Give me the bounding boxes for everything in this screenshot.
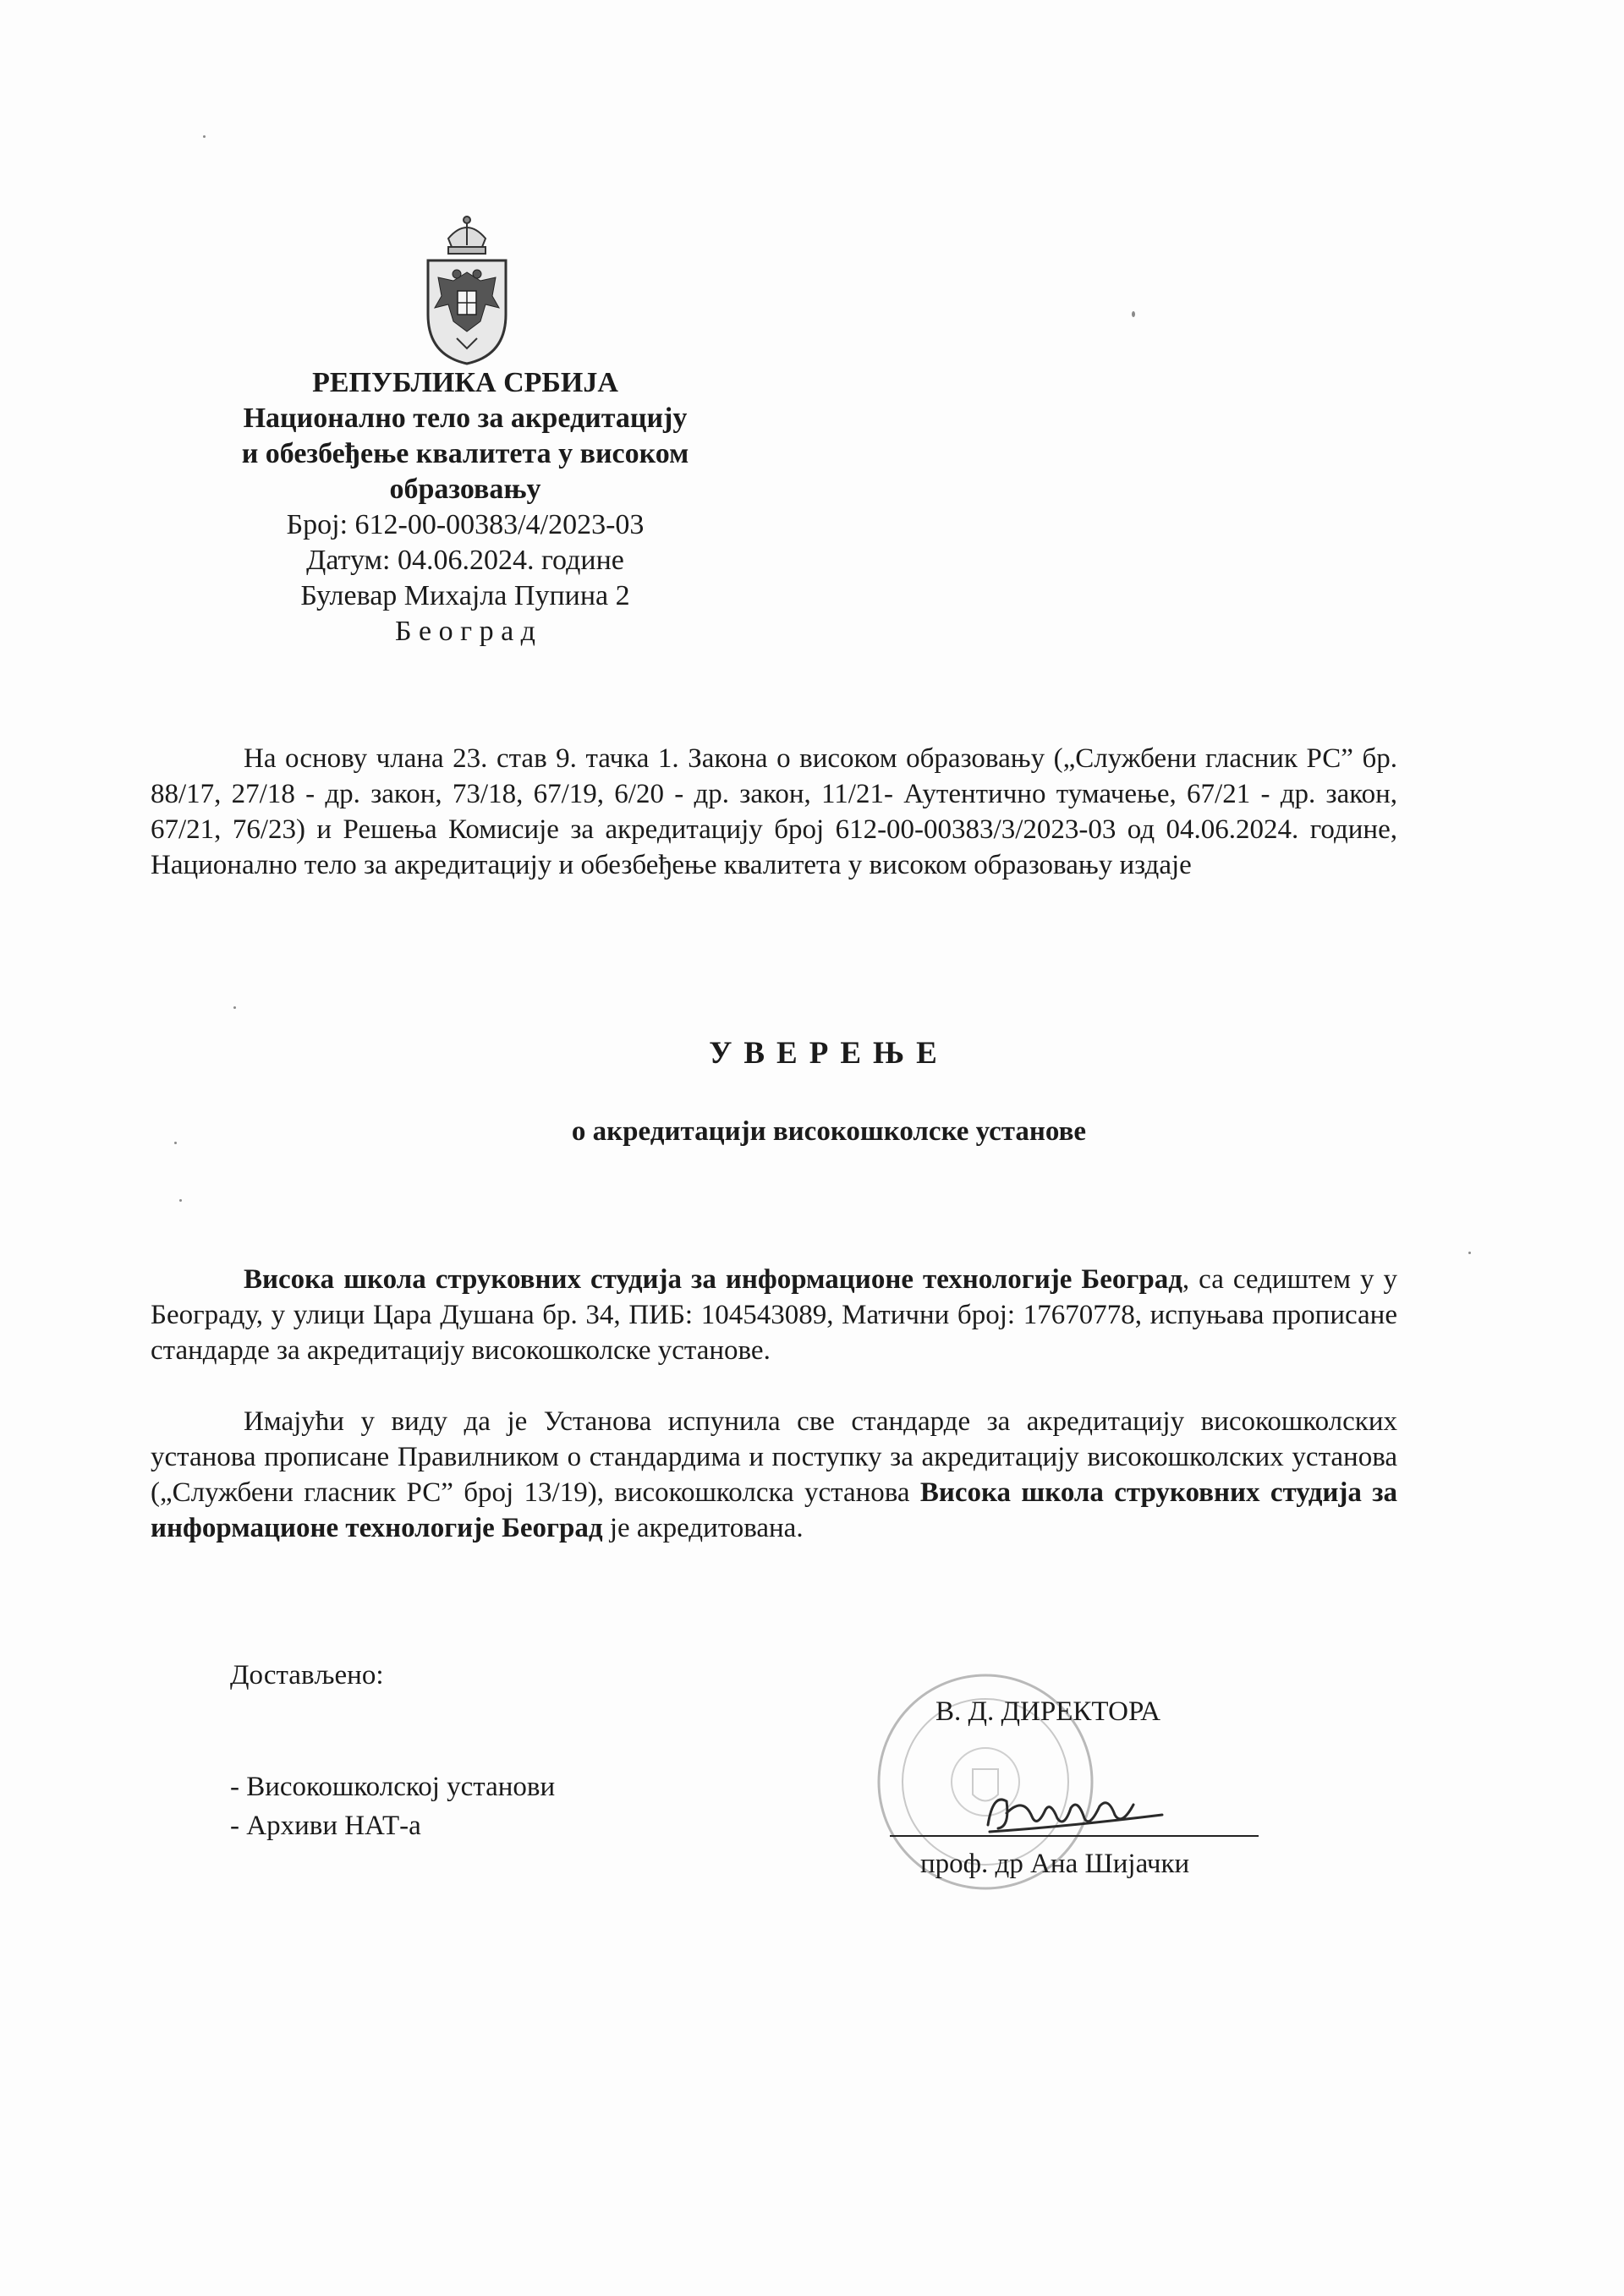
coat-of-arms-icon xyxy=(420,213,514,365)
signature-line xyxy=(890,1835,1259,1837)
document-number: Број: 612-00-00383/4/2023-03 xyxy=(286,509,645,540)
institution-line-1: Национално тело за акредитацију xyxy=(243,403,688,434)
delivered-label: Достављено: xyxy=(230,1660,384,1690)
scan-speck xyxy=(1132,311,1135,317)
address: Булевар Михајла Пупина 2 xyxy=(300,580,630,611)
intro-paragraph xyxy=(151,741,1397,883)
school-name-2: Висока школа струковних студија за информационе технологије Београд xyxy=(151,1477,1397,1543)
scan-speck xyxy=(179,1199,182,1202)
paragraph2-part2: је акредитована. xyxy=(602,1513,804,1543)
signatory-role: В. Д. ДИРЕКТОРА xyxy=(935,1696,1160,1727)
document-subtitle: о акредитацији високошколске установе xyxy=(571,1116,1087,1147)
decision-paragraph xyxy=(151,1404,1397,1546)
republic-name: РЕПУБЛИКА СРБИЈА xyxy=(312,367,618,398)
paragraph1-rest: , са седиштем у у Београду, у улици Цара Душана бр. 34, ПИБ: 104543089, Матични број: 17670778, испуњава прописане стандарде за акредитацију високошколске установе. xyxy=(151,1264,1397,1366)
document-title: УВЕРЕЊЕ xyxy=(709,1036,949,1071)
institution-line-3: образовању xyxy=(389,474,541,505)
recipient-item: - Архиви НАТ-а xyxy=(230,1811,421,1841)
signatory-name: проф. др Ана Шијачки xyxy=(920,1849,1190,1879)
city: Б е о г р а д xyxy=(395,616,535,647)
handwritten-signature xyxy=(973,1776,1167,1844)
paragraph2-part1: Имајући у виду да је Установа испунила све стандарде за акредитацију високошколских установа прописане Правилником о стандардима и поступку за акредитацију високошколских установа („Службени гласник РС” број 13/19), високошколска установа xyxy=(151,1406,1397,1508)
document-date: Датум: 04.06.2024. године xyxy=(306,545,624,576)
scan-speck xyxy=(233,1006,236,1009)
intro-text: На основу члана 23. став 9. тачка 1. Закона о високом образовању („Службени гласник РС” бр. 88/17, 27/18 - др. закон, 73/18, 67/19, 6/20 - др. закон, 11/21- Аутентично тумачење, 67/21 - др. закон, 67/21, 76/23) и Решења Комисије за акредитацију број 612-00-00383/3/2023-03 од 04.06.2024. године, Национално тело за акредитацију и обезбеђење квалитета у високом образовању издаје xyxy=(151,743,1397,880)
recipients-list xyxy=(230,1767,555,1845)
scan-speck xyxy=(1468,1252,1471,1254)
scan-speck xyxy=(203,135,206,138)
recipient-item: - Високошколској установи xyxy=(230,1772,556,1802)
school-name: Висока школа струковних студија за информационе технологије Београд xyxy=(244,1264,1182,1295)
accreditation-paragraph xyxy=(151,1262,1397,1368)
institution-line-2: и обезбеђење квалитета у високом xyxy=(241,438,689,469)
letterhead xyxy=(169,365,761,649)
